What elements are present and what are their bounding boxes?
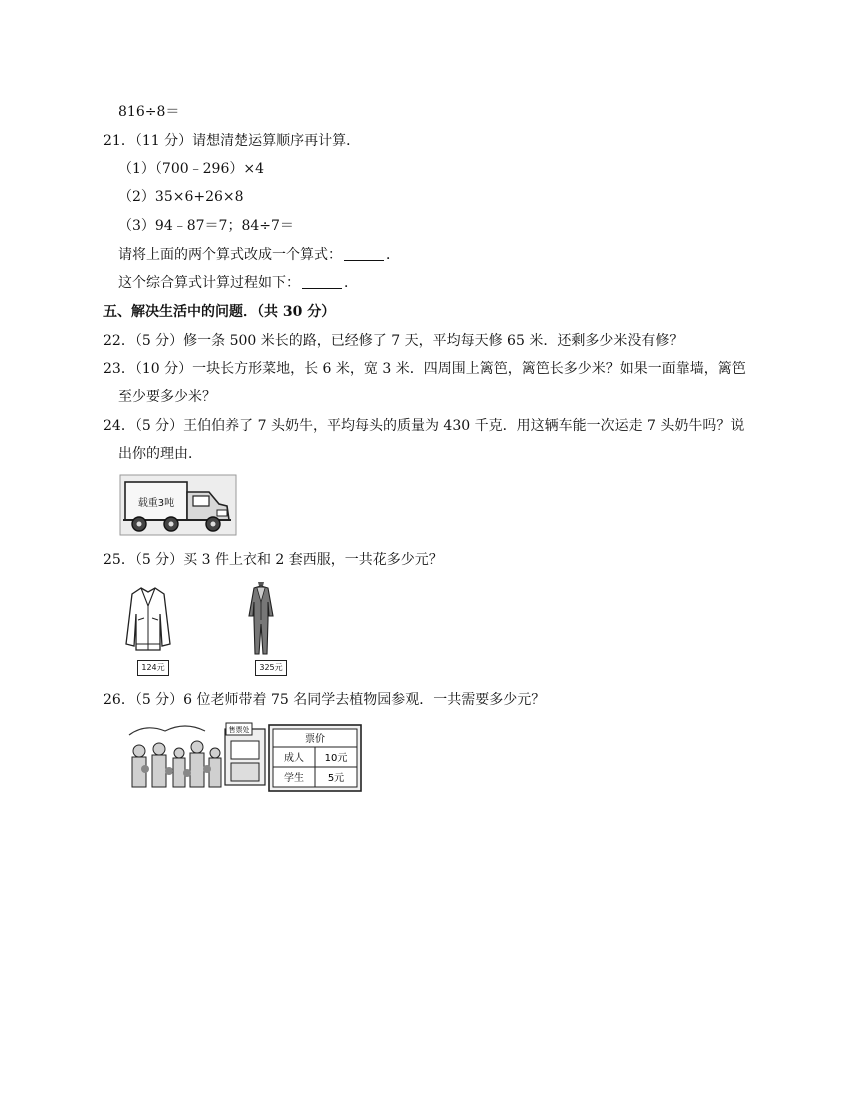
q24-line-1: 24．（5 分）王伯伯养了 7 头奶牛，平均每头的质量为 430 千克．用这辆车能一次运走 7 头奶牛吗？说 bbox=[103, 418, 745, 434]
jacket-price-tag: 124元 bbox=[137, 660, 169, 676]
student-label: 学生 bbox=[284, 773, 304, 784]
q21-process-line bbox=[118, 273, 358, 293]
q21-process-prompt: 这个综合算式计算过程如下： bbox=[118, 275, 300, 291]
q25-text: 25．（5 分）买 3 件上衣和 2 套西服，一共花多少元？ bbox=[103, 552, 443, 568]
suit-icon bbox=[246, 580, 276, 656]
q24-line-2: 出你的理由． bbox=[118, 446, 202, 462]
booth-sign: 售票处 bbox=[228, 726, 250, 734]
truck-illustration bbox=[119, 474, 237, 536]
ticket-booth-illustration bbox=[125, 721, 365, 797]
jacket-icon bbox=[124, 584, 172, 654]
q21-item-2: （2）35×6+26×8 bbox=[118, 189, 244, 205]
truck-load-label: 载重3吨 bbox=[137, 498, 175, 509]
answer-blank[interactable] bbox=[302, 274, 342, 289]
q26-text: 26．（5 分）6 位老师带着 75 名同学去植物园参观．一共需要多少元？ bbox=[103, 692, 546, 708]
q23-line-1: 23．（10 分）一块长方形菜地，长 6 米，宽 3 米．四周围上篱笆，篱笆长多少米？如果一面靠墙，篱笆 bbox=[103, 361, 746, 377]
suit-price-tag: 325元 bbox=[255, 660, 287, 676]
adult-price: 10元 bbox=[324, 753, 348, 764]
q21-item-1: （1）（700﹣296）×4 bbox=[118, 161, 264, 177]
answer-blank[interactable] bbox=[344, 246, 384, 261]
section-5-heading: 五、解决生活中的问题．（共 30 分） bbox=[103, 304, 336, 320]
period: ． bbox=[344, 275, 358, 291]
q21-item-3: （3）94﹣87＝7；84÷7＝ bbox=[118, 218, 294, 234]
q21-combine-prompt: 请将上面的两个算式改成一个算式： bbox=[118, 247, 342, 263]
adult-label: 成人 bbox=[284, 753, 304, 764]
q20-tail: 816÷8＝ bbox=[118, 104, 180, 120]
q23-line-2: 至少要多少米？ bbox=[118, 389, 216, 405]
period: ． bbox=[386, 247, 400, 263]
q21-title: 21．（11 分）请想清楚运算顺序再计算． bbox=[103, 133, 361, 149]
q22-text: 22．（5 分）修一条 500 米长的路，已经修了 7 天，平均每天修 65 米．还剩多少米没有修？ bbox=[103, 333, 684, 349]
student-price: 5元 bbox=[327, 773, 345, 784]
q21-combine-line bbox=[118, 245, 400, 265]
ticket-price-header: 票价 bbox=[305, 734, 325, 745]
